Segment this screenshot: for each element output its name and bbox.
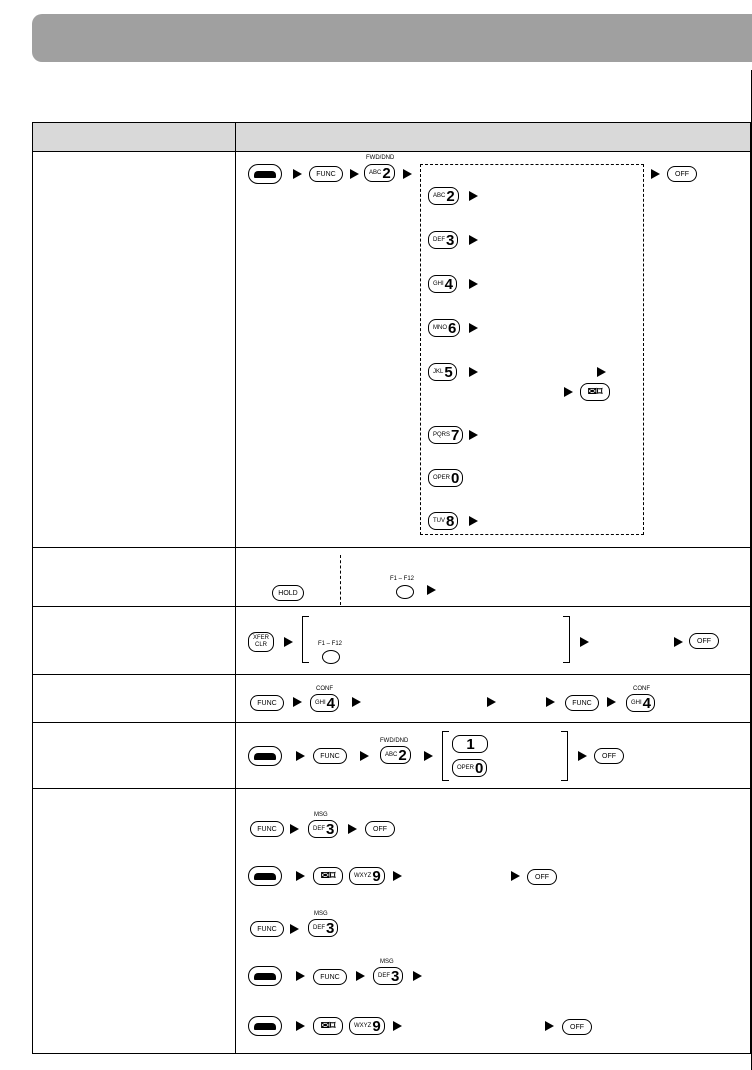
func-key[interactable]: FUNC [309, 166, 343, 182]
operation-column-header [236, 123, 751, 152]
arrow-right-icon [393, 1021, 402, 1031]
flexible-key[interactable] [322, 650, 340, 664]
func-key[interactable]: FUNC [565, 695, 599, 711]
abc2-key[interactable]: ABC 2 [380, 746, 411, 764]
msg-label: MSG [314, 812, 328, 818]
wxyz9-key[interactable]: WXYZ 9 [349, 867, 385, 885]
handset-icon [254, 171, 276, 178]
def3-key[interactable]: DEF 3 [308, 919, 338, 937]
conf-label: CONF [633, 686, 650, 692]
f1-f12-label: F1 – F12 [318, 641, 343, 647]
row-3-label [33, 607, 236, 675]
message-key[interactable]: ✉⌑ [580, 383, 610, 401]
message-key[interactable]: ✉⌑ [313, 1017, 343, 1035]
row-6-label [33, 789, 236, 1054]
row-forward-dnd-label [33, 152, 236, 548]
arrow-right-icon [469, 235, 478, 245]
arrow-right-icon [296, 1021, 305, 1031]
off-key[interactable]: OFF [594, 748, 624, 764]
arrow-right-icon [469, 191, 478, 201]
off-key[interactable]: OFF [527, 869, 557, 885]
arrow-right-icon [284, 637, 293, 647]
func-key[interactable]: FUNC [313, 969, 347, 985]
wxyz9-key[interactable]: WXYZ 9 [349, 1017, 385, 1035]
handset-icon [254, 1023, 276, 1030]
func-key[interactable]: FUNC [313, 748, 347, 764]
talk-key[interactable] [248, 746, 282, 766]
arrow-right-icon [580, 637, 589, 647]
handset-icon [254, 753, 276, 760]
arrow-right-icon [360, 751, 369, 761]
arrow-right-icon [348, 824, 357, 834]
xfer-clr-key[interactable]: XFER CLR [248, 632, 274, 652]
row-5-label [33, 723, 236, 789]
def3-key[interactable]: DEF 3 [373, 967, 403, 985]
arrow-right-icon [413, 971, 422, 981]
abc2-key[interactable]: ABC 2 [364, 164, 395, 182]
mno6-key[interactable]: MNO 6 [428, 319, 460, 337]
arrow-right-icon [296, 971, 305, 981]
func-key[interactable]: FUNC [250, 695, 284, 711]
bracket-left [302, 616, 309, 663]
flexible-key[interactable] [396, 585, 414, 599]
arrow-right-icon [469, 323, 478, 333]
oper0-key[interactable]: OPER 0 [452, 759, 487, 777]
arrow-right-icon [356, 971, 365, 981]
talk-key[interactable] [248, 164, 282, 184]
arrow-right-icon [564, 387, 573, 397]
abc2-key[interactable]: ABC 2 [428, 187, 459, 205]
handset-icon [254, 973, 276, 980]
arrow-right-icon [293, 697, 302, 707]
off-key[interactable]: OFF [667, 166, 697, 182]
row-2-label [33, 548, 236, 607]
digit-1-key[interactable]: 1 [452, 735, 488, 753]
ghi4-key[interactable]: GHI 4 [626, 694, 655, 712]
ghi4-key[interactable]: GHI 4 [310, 694, 339, 712]
handset-icon [254, 873, 276, 880]
ghi4-key[interactable]: GHI 4 [428, 275, 457, 293]
msg-label: MSG [314, 911, 328, 917]
fwd-dnd-label: FWD/DND [366, 155, 395, 161]
arrow-right-icon [487, 697, 496, 707]
off-key[interactable]: OFF [365, 821, 395, 837]
oper0-key[interactable]: OPER 0 [428, 469, 463, 487]
arrow-right-icon [607, 697, 616, 707]
fwd-dnd-label: FWD/DND [380, 738, 409, 744]
arrow-right-icon [290, 924, 299, 934]
feature-column-header [33, 123, 236, 152]
divider [340, 555, 341, 605]
func-key[interactable]: FUNC [250, 821, 284, 837]
arrow-right-icon [296, 751, 305, 761]
talk-key[interactable] [248, 1016, 282, 1036]
arrow-right-icon [511, 871, 520, 881]
def3-key[interactable]: DEF 3 [308, 820, 338, 838]
bracket-right [563, 616, 570, 663]
arrow-right-icon [296, 871, 305, 881]
pqrs7-key[interactable]: PQRS 7 [428, 426, 463, 444]
jkl5-key[interactable]: JKL 5 [428, 363, 457, 381]
row-2-steps [236, 548, 751, 607]
arrow-right-icon [424, 751, 433, 761]
arrow-right-icon [469, 279, 478, 289]
row-4-label [33, 675, 236, 723]
off-key[interactable]: OFF [689, 633, 719, 649]
arrow-right-icon [350, 169, 359, 179]
arrow-right-icon [578, 751, 587, 761]
arrow-right-icon [597, 367, 606, 377]
arrow-right-icon [469, 430, 478, 440]
arrow-right-icon [293, 169, 302, 179]
bracket-left [442, 731, 449, 781]
arrow-right-icon [290, 824, 299, 834]
talk-key[interactable] [248, 966, 282, 986]
off-key[interactable]: OFF [562, 1019, 592, 1035]
arrow-right-icon [674, 637, 683, 647]
arrow-right-icon [469, 367, 478, 377]
conf-label: CONF [316, 686, 333, 692]
bracket-right [561, 731, 568, 781]
def3-key[interactable]: DEF 3 [428, 231, 458, 249]
arrow-right-icon [545, 1021, 554, 1031]
section-header-bar [32, 14, 752, 62]
arrow-right-icon [651, 169, 660, 179]
arrow-right-icon [427, 585, 436, 595]
msg-label: MSG [380, 959, 394, 965]
arrow-right-icon [352, 697, 361, 707]
message-key[interactable]: ✉⌑ [313, 867, 343, 885]
tuv8-key[interactable]: TUV 8 [428, 512, 458, 530]
func-key[interactable]: FUNC [250, 921, 284, 937]
arrow-right-icon [403, 169, 412, 179]
arrow-right-icon [469, 516, 478, 526]
arrow-right-icon [546, 697, 555, 707]
f1-f12-label: F1 – F12 [390, 576, 415, 582]
hold-key[interactable]: HOLD [272, 585, 304, 601]
arrow-right-icon [393, 871, 402, 881]
talk-key[interactable] [248, 866, 282, 886]
